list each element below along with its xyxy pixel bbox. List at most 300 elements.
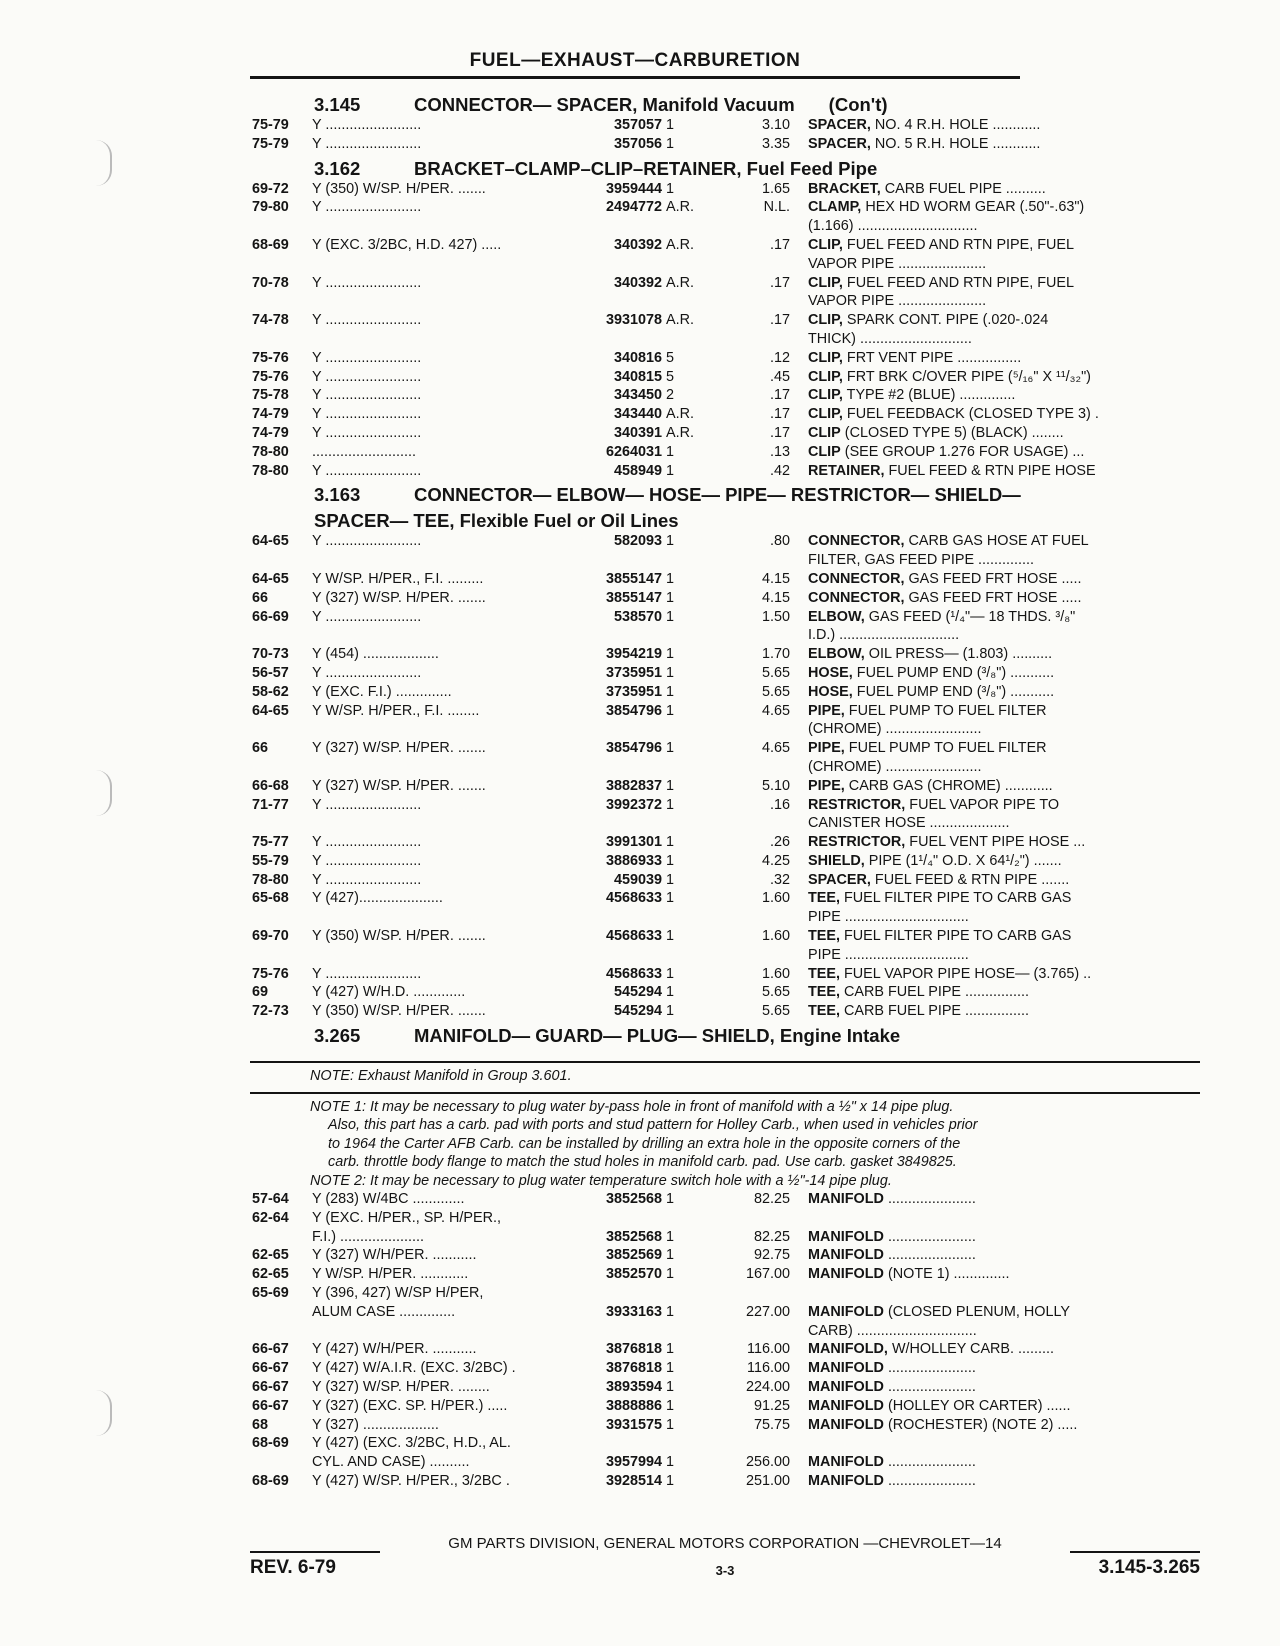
- application-description: [312, 1472, 580, 1491]
- quantity-cell: [662, 532, 720, 570]
- part-number: 340392: [613, 274, 662, 291]
- item-description: [790, 777, 1173, 796]
- binder-hole-mark: [96, 1390, 112, 1436]
- application-description: [312, 368, 580, 387]
- quantity: 1: [666, 777, 675, 794]
- model-years: 66-67: [252, 1397, 289, 1414]
- quantity-cell: [662, 927, 720, 965]
- quantity-cell: [662, 889, 720, 927]
- price-cell: [720, 570, 790, 589]
- item-line: [808, 311, 1173, 330]
- parts-row: [252, 386, 1202, 405]
- item-detail: PIPE (1¹/₄" O.D. X 64¹/₂") .......: [868, 852, 1062, 869]
- price: 91.25: [753, 1397, 790, 1414]
- quantity: 1: [666, 871, 675, 888]
- item-description: [790, 349, 1173, 368]
- parts-row: [252, 424, 1202, 443]
- item-line: [808, 368, 1173, 387]
- part-number: 3852569: [605, 1247, 662, 1264]
- price-cell: [720, 1472, 790, 1491]
- item-name: TEE,: [808, 890, 840, 907]
- parts-row: [252, 683, 1202, 702]
- item-detail: FUEL PUMP END (³/₈") ...........: [856, 683, 1055, 700]
- part-number-cell: [580, 386, 662, 405]
- item-description: [790, 1284, 1173, 1340]
- part-number: 3852568: [605, 1228, 662, 1245]
- item-name: RESTRICTOR,: [808, 796, 906, 813]
- part-number-cell: [580, 1397, 662, 1416]
- application-text: Y (327) W/H/PER. ...........: [312, 1247, 477, 1264]
- application-text: Y W/SP. H/PER., F.I. ........: [312, 702, 480, 719]
- quantity-cell: [662, 1265, 720, 1284]
- quantity: A.R.: [666, 199, 694, 216]
- item-line: [808, 1265, 1173, 1284]
- price: .17: [769, 236, 790, 253]
- part-number-cell: [580, 1265, 662, 1284]
- item-line: [808, 833, 1173, 852]
- part-number: 340391: [613, 424, 662, 441]
- item-detail: ......................: [887, 1191, 976, 1208]
- quantity: 1: [666, 796, 675, 813]
- model-years: 66-67: [252, 1379, 289, 1396]
- parts-row: [252, 702, 1202, 740]
- item-description: [790, 1246, 1173, 1265]
- part-number: 3933163: [605, 1303, 662, 1320]
- item-name: TEE,: [808, 928, 840, 945]
- quantity: 5: [666, 368, 675, 385]
- application-description: [312, 236, 580, 274]
- quantity: 1: [666, 117, 675, 133]
- model-years: 70-78: [252, 274, 289, 291]
- price: .80: [769, 533, 790, 550]
- model-years: 74-79: [252, 424, 289, 441]
- item-detail: FRT BRK C/OVER PIPE (⁵/₁₆" X ¹¹/₃₂"): [846, 368, 1091, 385]
- model-years: 70-73: [252, 646, 289, 663]
- model-years: 64-65: [252, 570, 289, 587]
- quantity-cell: [662, 1397, 720, 1416]
- revision-label: REV. 6-79: [250, 1557, 336, 1578]
- note-text: Also, this part has a carb. pad with ports and stud pattern for Holley Carb., when used in vehicles prior: [328, 1117, 978, 1134]
- application-description: [312, 116, 580, 135]
- application-text: Y (327) W/SP. H/PER. ........: [312, 1379, 490, 1396]
- part-number: 3735951: [605, 664, 662, 681]
- model-years: 66-67: [252, 1341, 289, 1358]
- application-text: Y ........................: [312, 424, 422, 441]
- price: 256.00: [745, 1454, 790, 1471]
- item-detail-cont: VAPOR PIPE ......................: [808, 255, 987, 272]
- model-years: 68-69: [252, 1473, 289, 1490]
- quantity: 1: [666, 533, 675, 550]
- parts-row: [252, 349, 1202, 368]
- quantity: 1: [666, 1416, 675, 1433]
- model-years: 66-69: [252, 608, 289, 625]
- quantity: 1: [666, 834, 675, 851]
- item-description: [790, 1416, 1173, 1435]
- item-name: MANIFOLD: [808, 1191, 884, 1208]
- quantity-cell: [662, 116, 720, 135]
- item-description: [790, 889, 1173, 927]
- section-title-suffix: (Con't): [828, 94, 888, 115]
- price: 251.00: [745, 1473, 790, 1490]
- part-number-cell: [580, 871, 662, 890]
- item-name: MANIFOLD: [808, 1303, 884, 1320]
- part-number-cell: [580, 889, 662, 927]
- model-years: 78-80: [252, 871, 289, 888]
- application-description: [312, 443, 580, 462]
- model-years: 55-79: [252, 852, 289, 869]
- price-cell: [720, 777, 790, 796]
- section-title: CONNECTOR— ELBOW— HOSE— PIPE— RESTRICTOR— SHIELD—: [414, 484, 1021, 506]
- parts-row: [252, 462, 1202, 481]
- parts-row: [252, 368, 1202, 387]
- price-cell: [720, 983, 790, 1002]
- item-description: [790, 1434, 1173, 1472]
- quantity: A.R.: [666, 312, 694, 329]
- quantity: 1: [666, 1003, 675, 1020]
- application-description: [312, 1378, 580, 1397]
- item-detail-cont: (CHROME) ........................: [808, 758, 982, 775]
- section-heading: [252, 92, 1202, 116]
- application-text: Y ........................: [312, 664, 422, 681]
- quantity: 1: [666, 664, 675, 681]
- quantity-cell: [662, 1002, 720, 1021]
- application-description: [312, 1002, 580, 1021]
- item-detail: FRT VENT PIPE ................: [846, 349, 1022, 366]
- price-cell: [720, 664, 790, 683]
- section-heading: [252, 482, 1202, 506]
- application-description: [312, 871, 580, 890]
- application-description: [312, 965, 580, 984]
- parts-row: [252, 116, 1202, 135]
- part-number: 3957994: [605, 1454, 662, 1471]
- part-number-cell: [580, 424, 662, 443]
- item-detail: W/HOLLEY CARB. .........: [891, 1341, 1055, 1358]
- application-description: [312, 927, 580, 965]
- item-description: [790, 570, 1173, 589]
- quantity-cell: [662, 1359, 720, 1378]
- item-detail: FUEL VENT PIPE HOSE ...: [909, 834, 1086, 851]
- item-name: MANIFOLD: [808, 1228, 884, 1245]
- part-number: 3928514: [605, 1473, 662, 1490]
- section-heading: [252, 156, 1202, 180]
- price-cell: [720, 871, 790, 890]
- item-description: [790, 1472, 1173, 1491]
- quantity-cell: [662, 983, 720, 1002]
- item-line: [808, 1397, 1173, 1416]
- parts-row: [252, 983, 1202, 1002]
- price-cell: [720, 116, 790, 135]
- part-number-cell: [580, 1190, 662, 1209]
- item-description: [790, 386, 1173, 405]
- item-description: [790, 1397, 1173, 1416]
- application-description: [312, 796, 580, 834]
- item-name: SPACER,: [808, 135, 871, 152]
- application-description: [312, 889, 580, 927]
- item-line: [808, 1359, 1173, 1378]
- price-cell: [720, 311, 790, 349]
- item-name: CLAMP,: [808, 199, 862, 216]
- quantity-cell: [662, 645, 720, 664]
- price-cell: [720, 889, 790, 927]
- part-number: 3854796: [605, 702, 662, 719]
- part-number: 3888886: [605, 1397, 662, 1414]
- model-years: 74-79: [252, 406, 289, 423]
- quantity: 1: [666, 443, 675, 460]
- price: 4.65: [761, 702, 790, 719]
- item-name: MANIFOLD: [808, 1454, 884, 1471]
- part-number: 4568633: [605, 928, 662, 945]
- price: 5.65: [761, 664, 790, 681]
- price: 116.00: [747, 1341, 790, 1358]
- item-line: [808, 645, 1173, 664]
- quantity-cell: [662, 1416, 720, 1435]
- item-line: [808, 983, 1173, 1002]
- parts-row: [252, 889, 1202, 927]
- application-text: Y (427).....................: [312, 890, 443, 907]
- item-detail: ......................: [887, 1228, 976, 1245]
- item-detail: TYPE #2 (BLUE) ..............: [846, 387, 1016, 404]
- price-cell: [720, 236, 790, 274]
- part-number: 545294: [613, 1003, 662, 1020]
- quantity-cell: [662, 1190, 720, 1209]
- part-number: 2494772: [605, 199, 662, 216]
- item-description: [790, 1190, 1173, 1209]
- price: .42: [769, 462, 790, 479]
- item-detail: FUEL FILTER PIPE TO CARB GAS: [844, 890, 1072, 907]
- application-text: Y (427) W/SP. H/PER., 3/2BC .: [312, 1473, 510, 1490]
- item-detail: FUEL PUMP TO FUEL FILTER: [848, 740, 1047, 757]
- application-description: [312, 405, 580, 424]
- item-detail: FUEL FEED & RTN PIPE HOSE: [888, 462, 1096, 479]
- note-text: to 1964 the Carter AFB Carb. can be installed by drilling an extra hole in the opposite corners of the: [328, 1135, 961, 1152]
- part-number: 3991301: [605, 834, 662, 851]
- part-number-cell: [580, 1378, 662, 1397]
- application-text: Y (EXC. H/PER., SP. H/PER.,: [312, 1209, 502, 1226]
- item-description: [790, 683, 1173, 702]
- application-text: ..........................: [312, 443, 416, 460]
- item-name: CLIP: [808, 424, 841, 441]
- item-line: [808, 570, 1173, 589]
- quantity-cell: [662, 1434, 720, 1472]
- model-years: 75-76: [252, 965, 289, 982]
- section-title: BRACKET–CLAMP–CLIP–RETAINER, Fuel Feed Pipe: [414, 157, 878, 179]
- part-number: 343450: [613, 387, 662, 404]
- part-number: 340815: [613, 368, 662, 385]
- item-detail: NO. 4 R.H. HOLE ............: [874, 117, 1041, 133]
- quantity: 1: [666, 1191, 675, 1208]
- part-number-cell: [580, 1472, 662, 1491]
- quantity-cell: [662, 1284, 720, 1340]
- application-text: Y (427) (EXC. 3/2BC, H.D., AL.: [312, 1435, 511, 1452]
- model-years: 62-64: [252, 1209, 289, 1226]
- part-number-cell: [580, 608, 662, 646]
- part-number: 343440: [613, 406, 662, 423]
- application-text: Y ........................: [312, 368, 422, 385]
- price: .32: [769, 871, 790, 888]
- part-number-cell: [580, 1002, 662, 1021]
- quantity: 1: [666, 1341, 675, 1358]
- parts-row: [252, 852, 1202, 871]
- parts-row: [252, 1284, 1202, 1340]
- application-text: Y (396, 427) W/SP H/PER,: [312, 1285, 484, 1302]
- item-description: [790, 116, 1173, 135]
- parts-row: [252, 1265, 1202, 1284]
- application-description: [312, 1265, 580, 1284]
- item-detail: CARB GAS HOSE AT FUEL: [908, 533, 1089, 550]
- quantity: 1: [666, 852, 675, 869]
- item-name: ELBOW,: [808, 608, 865, 625]
- price-cell: [720, 462, 790, 481]
- part-number-cell: [580, 852, 662, 871]
- item-name: CLIP,: [808, 236, 843, 253]
- part-number-cell: [580, 589, 662, 608]
- part-number-cell: [580, 739, 662, 777]
- part-number-cell: [580, 274, 662, 312]
- header-rule: [250, 76, 1020, 79]
- item-line: [808, 180, 1173, 199]
- price-cell: [720, 965, 790, 984]
- item-line: [808, 1190, 1173, 1209]
- parts-row: [252, 180, 1202, 199]
- part-number-cell: [580, 405, 662, 424]
- application-description: [312, 198, 580, 236]
- model-years: 75-76: [252, 368, 289, 385]
- parts-row: [252, 532, 1202, 570]
- quantity: 1: [666, 462, 675, 479]
- item-detail: (HOLLEY OR CARTER) ......: [887, 1397, 1071, 1414]
- model-years: 71-77: [252, 796, 289, 813]
- price-cell: [720, 180, 790, 199]
- item-detail-cont: (1.166) ..............................: [808, 218, 978, 235]
- application-description: [312, 349, 580, 368]
- item-line: [808, 683, 1173, 702]
- price-cell: [720, 645, 790, 664]
- quantity-cell: [662, 236, 720, 274]
- quantity-cell: [662, 608, 720, 646]
- part-number-cell: [580, 965, 662, 984]
- item-detail: FUEL FEED AND RTN PIPE, FUEL: [846, 274, 1075, 291]
- section-number: 3.145: [314, 94, 361, 115]
- part-number-cell: [580, 983, 662, 1002]
- model-years: 66: [252, 589, 269, 606]
- item-description: [790, 405, 1173, 424]
- binder-hole-mark: [96, 140, 112, 186]
- parts-row: [252, 1246, 1202, 1265]
- price-cell: [720, 1284, 790, 1340]
- item-detail: HEX HD WORM GEAR (.50"-.63"): [865, 199, 1085, 216]
- item-description: [790, 532, 1173, 570]
- quantity-cell: [662, 1246, 720, 1265]
- part-number-cell: [580, 796, 662, 834]
- quantity-cell: [662, 589, 720, 608]
- price: .26: [769, 834, 790, 851]
- parts-row: [252, 1472, 1202, 1491]
- application-description: [312, 852, 580, 871]
- part-number-cell: [580, 570, 662, 589]
- model-years: 68-69: [252, 236, 289, 253]
- item-line: [808, 1453, 1173, 1472]
- model-years: 66-67: [252, 1360, 289, 1377]
- price: 4.15: [761, 589, 790, 606]
- application-description: [312, 424, 580, 443]
- price-cell: [720, 683, 790, 702]
- item-name: BRACKET,: [808, 180, 881, 197]
- item-line: [808, 702, 1173, 721]
- part-number-cell: [580, 1416, 662, 1435]
- application-description: [312, 1397, 580, 1416]
- application-description: [312, 570, 580, 589]
- part-number: 357057: [613, 117, 662, 133]
- price-cell: [720, 1190, 790, 1209]
- part-number-cell: [580, 683, 662, 702]
- model-years: 75-78: [252, 387, 289, 404]
- quantity-cell: [662, 777, 720, 796]
- item-name: PIPE,: [808, 740, 845, 757]
- item-description: [790, 739, 1173, 777]
- price: 5.65: [761, 683, 790, 700]
- part-number-cell: [580, 702, 662, 740]
- part-number: 3954219: [605, 646, 662, 663]
- item-detail-cont: I.D.) ..............................: [808, 627, 960, 644]
- part-number-cell: [580, 532, 662, 570]
- parts-row: [252, 739, 1202, 777]
- item-detail: CARB FUEL PIPE ..........: [884, 180, 1046, 197]
- item-description: [790, 927, 1173, 965]
- application-description: [312, 1434, 580, 1472]
- part-number: 538570: [613, 608, 662, 625]
- part-number: 582093: [613, 533, 662, 550]
- quantity: 1: [666, 1454, 675, 1471]
- application-text: Y (350) W/SP. H/PER. .......: [312, 1003, 486, 1020]
- application-description: [312, 180, 580, 199]
- item-name: CLIP,: [808, 349, 843, 366]
- item-line: [808, 135, 1173, 154]
- price-cell: [720, 927, 790, 965]
- section-heading: [252, 1023, 1202, 1047]
- application-description: [312, 1246, 580, 1265]
- price: 1.50: [761, 608, 790, 625]
- item-line: [808, 116, 1173, 135]
- item-line: [808, 198, 1173, 217]
- part-number: 4568633: [605, 965, 662, 982]
- part-number-cell: [580, 1246, 662, 1265]
- item-name: MANIFOLD: [808, 1247, 884, 1264]
- item-detail-cont: FILTER, GAS FEED PIPE ..............: [808, 552, 1035, 569]
- parts-row: [252, 927, 1202, 965]
- parts-row: [252, 965, 1202, 984]
- application-text: Y ........................: [312, 608, 422, 625]
- part-number: 3886933: [605, 852, 662, 869]
- item-description: [790, 645, 1173, 664]
- page-title: FUEL—EXHAUST—CARBURETION: [469, 50, 801, 71]
- price: 5.65: [761, 984, 790, 1001]
- price-cell: [720, 405, 790, 424]
- parts-row: [252, 796, 1202, 834]
- application-description: [312, 1340, 580, 1359]
- price-cell: [720, 1378, 790, 1397]
- quantity: 1: [666, 589, 675, 606]
- item-name: CLIP,: [808, 387, 843, 404]
- item-name: PIPE,: [808, 702, 845, 719]
- item-line: [808, 927, 1173, 946]
- part-number-cell: [580, 1434, 662, 1472]
- item-line: [808, 1378, 1173, 1397]
- item-line: [808, 965, 1173, 984]
- price-cell: [720, 532, 790, 570]
- application-text: Y (427) W/A.I.R. (EXC. 3/2BC) .: [312, 1360, 516, 1377]
- application-text-cont: CYL. AND CASE) ..........: [312, 1454, 470, 1471]
- parts-row: [252, 443, 1202, 462]
